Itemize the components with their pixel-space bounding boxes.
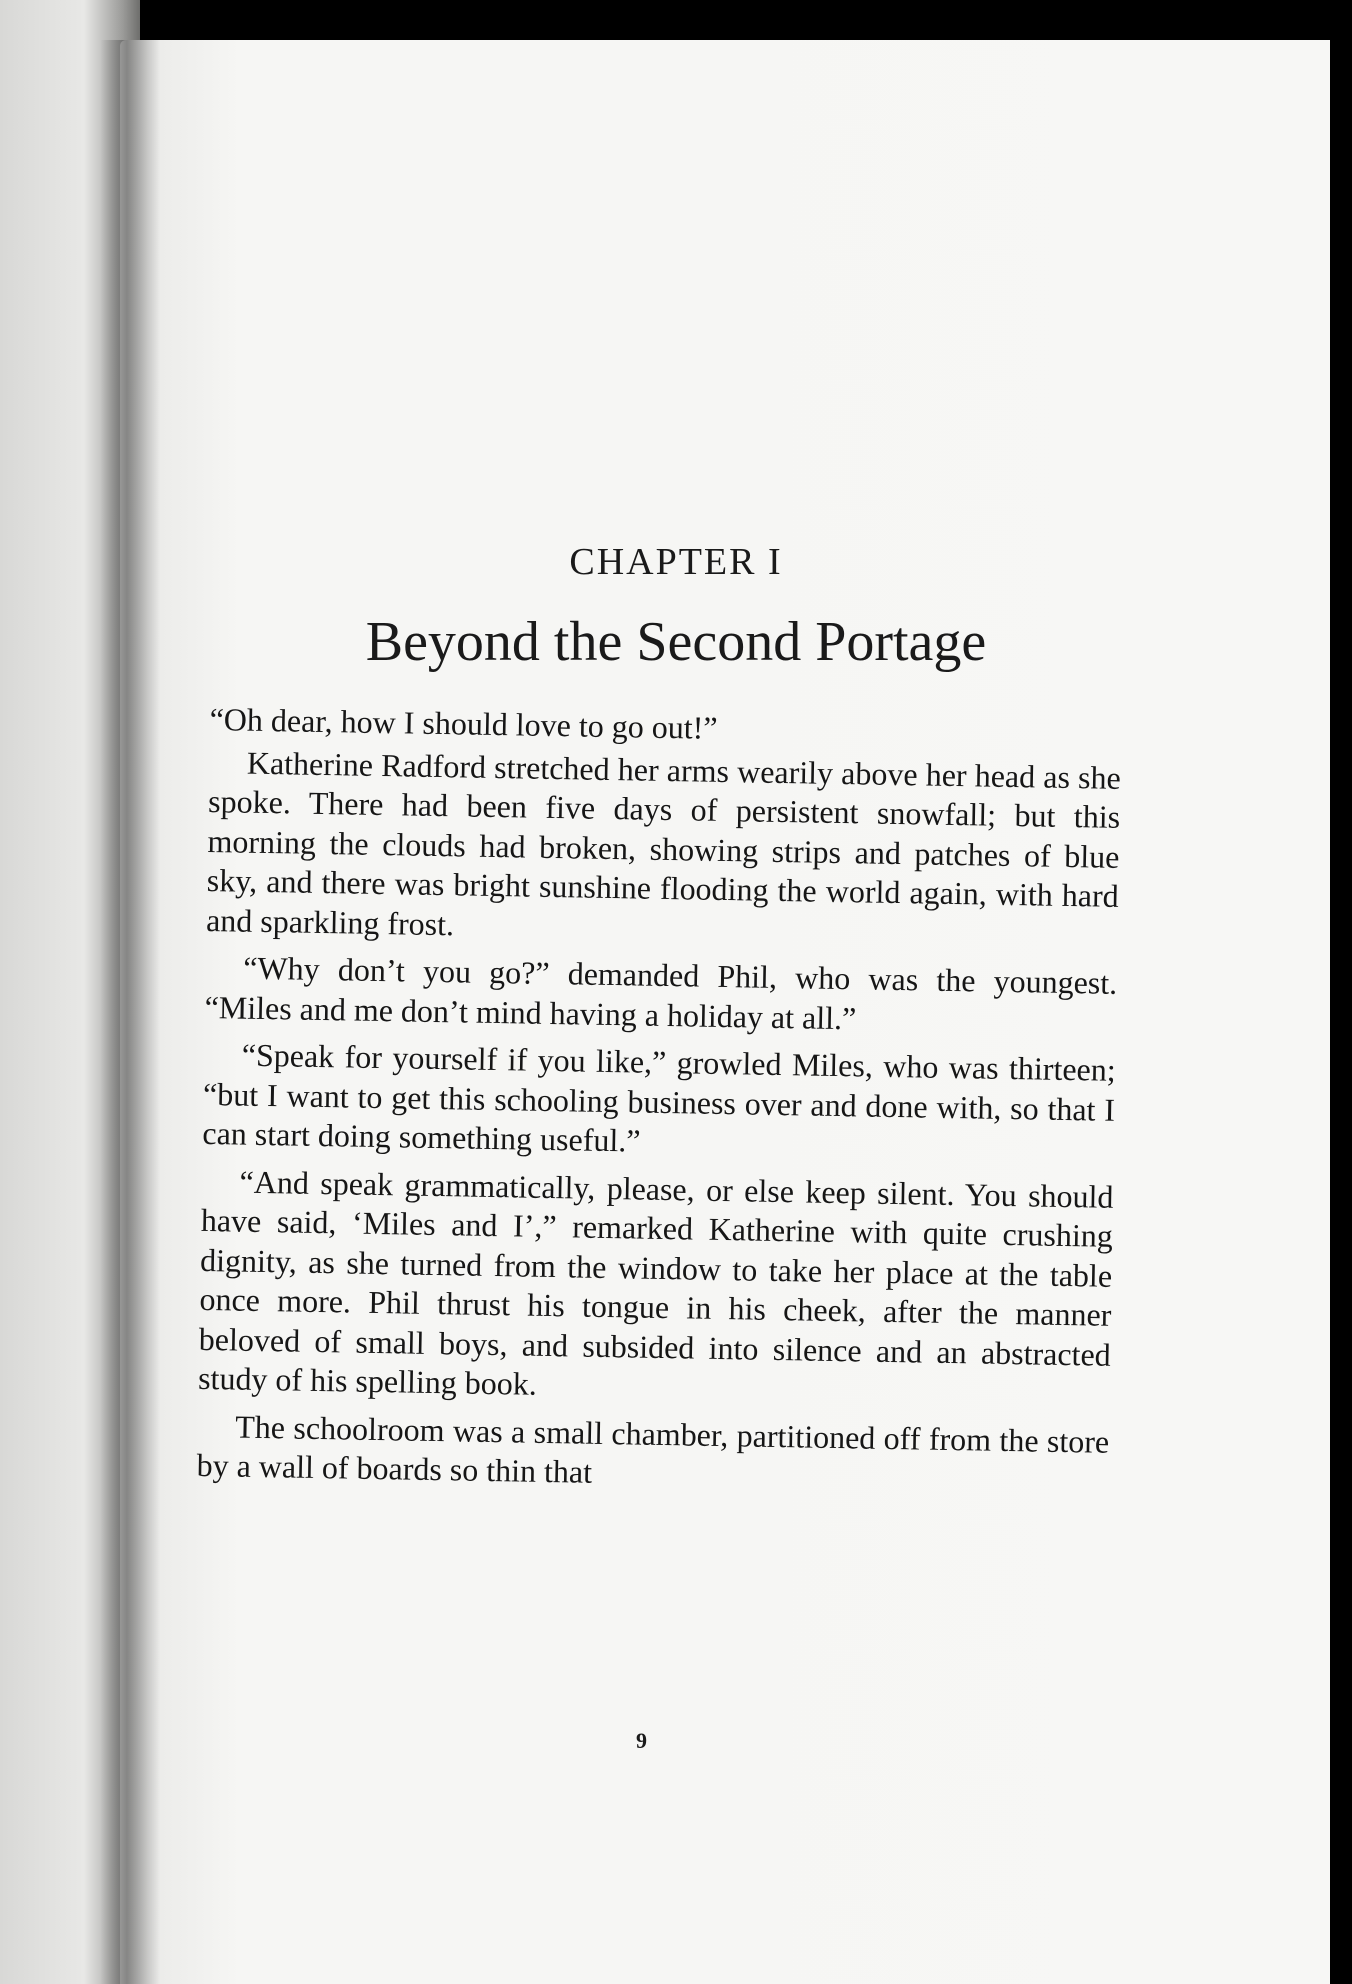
paragraph: “Oh dear, how I should love to go out!” xyxy=(209,700,718,746)
chapter-label: CHAPTER I xyxy=(569,541,783,583)
paragraph: “And speak grammatically, please, or else keep silent. You should have said, ‘Miles and I’,” remarked Katherine with quite crushing dignity, as she turned from the window to take her place at the table once more. Phil thrust his tongue in his cheek, after the manner beloved of small boys, and subsided into silence and an abstracted study of his spelling book. xyxy=(197,1163,1114,1402)
paragraph: “Why don’t you go?” demanded Phil, who was the youngest. “Miles and me don’t mind having a holiday at all.” xyxy=(204,949,1118,1036)
page-number: 9 xyxy=(636,1728,647,1753)
paragraph: Katherine Radford stretched her arms wearily above her head as she spoke. There had been five days of persistent snowfall; but this morning the clouds had broken, showing strips and patches of blue sky, and there was bright sunshine flooding the world again, with hard and sparkling frost. xyxy=(205,744,1122,942)
body-text xyxy=(196,700,1122,1504)
paragraph: “Speak for yourself if you like,” growled Miles, who was thirteen; “but I want to get this schooling business over and done with, so that I can start doing something useful.” xyxy=(202,1036,1116,1159)
paragraph: The schoolroom was a small chamber, partitioned off from the store by a wall of boards so thin that xyxy=(196,1408,1110,1490)
book-gutter-shadow xyxy=(100,40,160,1984)
chapter-title: Beyond the Second Portage xyxy=(365,611,987,673)
